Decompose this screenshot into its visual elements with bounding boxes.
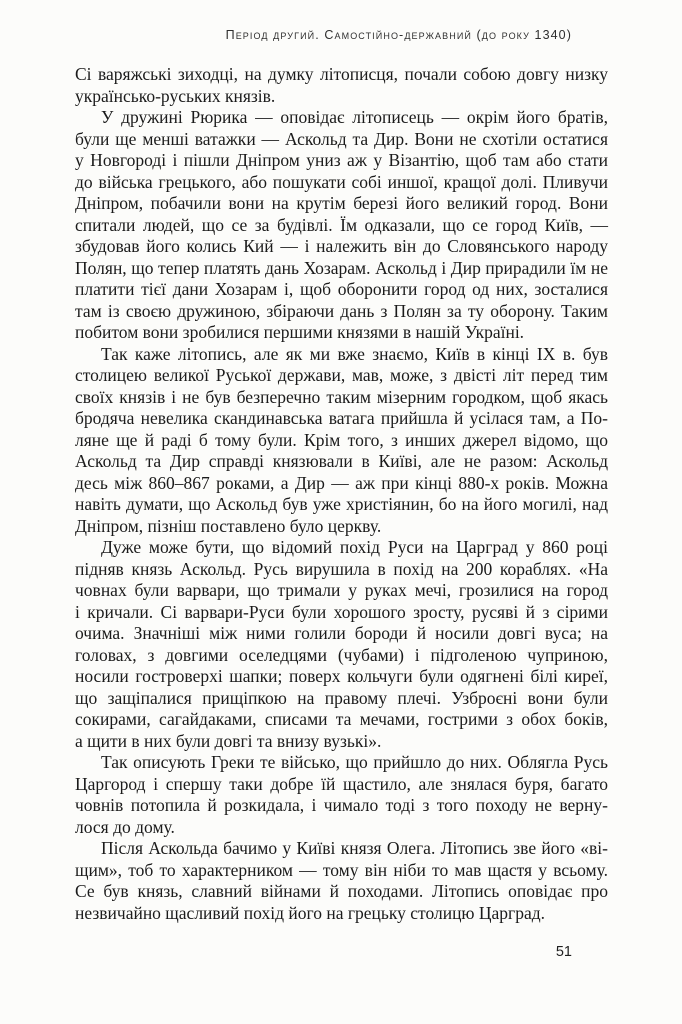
paragraph [75,838,608,924]
text-line: Дніпром, побачили вони на крутім березі його великий город. Вони [75,193,608,213]
paragraph [75,537,608,752]
text-line: головах, з довгими оселедцями (чубами) і підголеною чуприною, [75,644,608,665]
paragraph [75,64,608,107]
text-line: Полян, що тепер платять дань Хозарам. Аскольд і Дир прирадили їм не [75,257,608,278]
text-line: Так каже літопись, але як ми вже знаємо, Київ в кінці IX в. був [101,343,608,364]
text-line: столицею великої Руської держави, мав, може, з двісті літ перед тим [75,365,608,385]
text-line: спитали людей, що се за будівлі. Їм одказали, що се город Київ, — [75,214,608,235]
text-line: до війська грецького, або пошукати собі иншої, кращої долі. Пливучи [75,171,608,192]
text-line: десь між 860–867 роками, а Дир — аж при кінці 880-х років. Можна [75,472,608,493]
text-line: сокирами, сагайдаками, списами та мечами, гострими з обох боків, [75,709,608,729]
text-line: Так описують Греки те військо, що прийшло до них. Облягла Русь [101,752,608,772]
text-line: човнів потопила й розкидала, і чимало тоді з того походу не верну- [75,795,608,815]
text-line: Дуже може бути, що відомий похід Руси на Царград у 860 році [101,537,608,557]
text-line: Аскольд та Дир справді князювали в Київі, але не разом: Аскольд [75,451,608,471]
text-line: підняв князь Аскольд. Русь вирушила в похід на 200 кораблях. «На [75,558,608,579]
page-body [75,64,608,924]
text-line: платити тієї дани Хозарам і, щоб оборонити город од них, зосталися [75,279,608,299]
text-line: були ще менші ватажки — Аскольд та Дир. Вони не схотіли остатися [75,128,608,149]
paragraph [75,107,608,344]
text-line: Сі варяжські зиходці, на думку літописця, почали собою довгу низку [75,64,608,84]
text-line: побитом вони зробилися першими князями в нашій Україні. [75,322,525,342]
text-line: там із своєю дружиною, збіраючи дань з Полян за ту оборону. Таким [75,300,608,321]
text-line: у Новгороді і пішли Дніпром униз аж у Візантію, щоб там або стати [75,150,608,170]
paragraph [75,344,608,538]
text-line: У дружині Рюрика — оповідає літописець — окрім його братів, [101,107,608,127]
text-line: що защіпалися прищіпкою на правому плечі. Узброєні вони були [75,687,608,708]
text-line: своїх князів і не був безперечно таким мізерним городком, щоб якась [75,386,608,407]
text-line: Се був князь, славний війнами й походами. Літопись оповідає про [75,881,608,901]
text-line: щим», тоб то характерником — тому він ніби то мав щастя у всьому. [75,859,608,880]
text-line: українсько-руських князів. [75,85,276,106]
text-line: а щити в них були довгі та внизу вузькі». [75,730,382,751]
text-line: очима. Значніші між ними голили бороди й носили довгі вуса; на [75,623,608,643]
text-line: човнах були варвари, що тримали у руках мечі, грозилися на город [75,580,608,600]
text-line: навіть думати, що Аскольд був уже христіянин, бо на його могилі, над [75,494,608,514]
text-line: носили гостроверхі шапки; поверх кольчуги були одягнені білі киреї, [75,666,608,686]
text-line: ляне ще й раді б тому були. Крім того, з инших джерел відомо, що [75,429,608,450]
text-line: і кричали. Сі варвари-Руси були хорошого зросту, русяві й з сірими [75,601,608,622]
running-header: Період другий. Самостійно-державний (до року 1340) [225,28,572,42]
text-line: збудовав його колись Кий — і належить він до Словянського народу [75,236,608,256]
paragraph [75,752,608,838]
text-line: Царгород і спершу таки добре їй щастило, але знялася буря, багато [75,773,608,794]
text-line: Дніпром, пізніш поставлено було церкву. [75,515,382,536]
text-line: Після Аскольда бачимо у Київі князя Олега. Літопись зве його «ві- [101,838,608,858]
page-number: 51 [555,944,572,960]
text-line: лося до дому. [75,816,175,837]
text-line: бродяча невелика скандинавська ватага прийшла й усілася там, а По- [75,408,608,428]
text-line: незвичайно щасливий похід його на грецьку столицю Царград. [75,902,546,923]
